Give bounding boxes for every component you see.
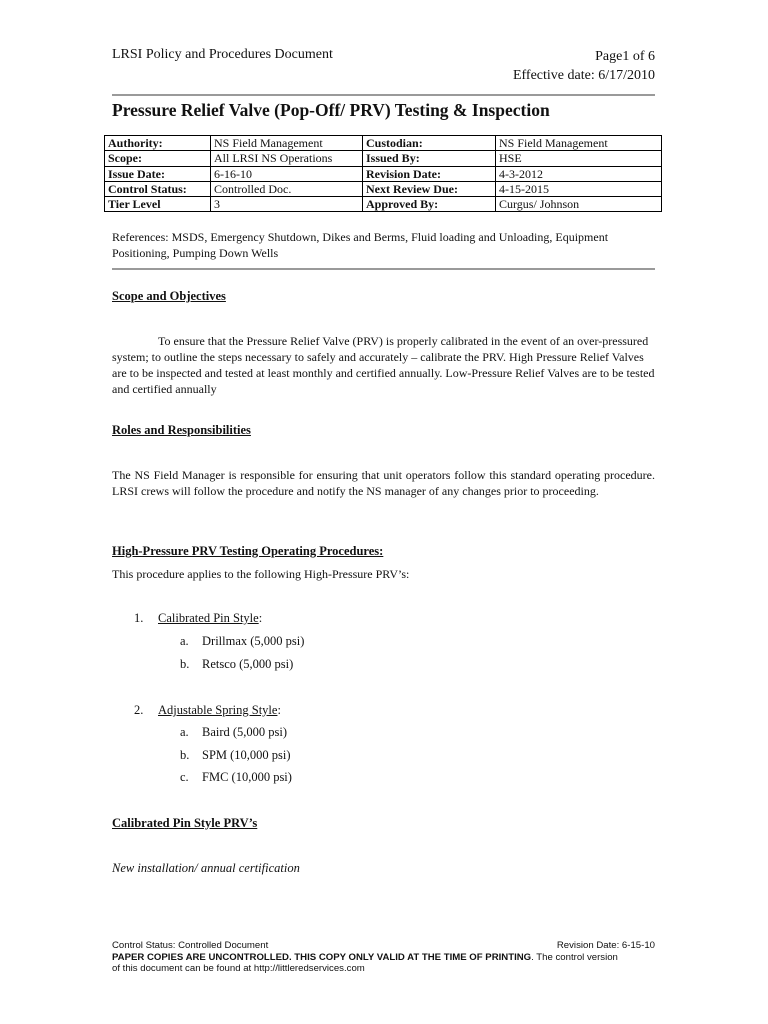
scope-heading: Scope and Objectives: [112, 289, 226, 303]
table-cell: 4-15-2015: [496, 181, 662, 196]
list-item-label: Adjustable Spring Style: [158, 703, 278, 717]
table-cell: 4-3-2012: [496, 166, 662, 181]
table-cell: 3: [211, 197, 363, 212]
table-row: [105, 181, 662, 196]
table-cell: 6-16-10: [211, 166, 363, 181]
references-divider: [112, 268, 655, 270]
calibrated-pin-heading: Calibrated Pin Style PRV’s: [112, 816, 258, 830]
table-row: [105, 151, 662, 166]
list-item: 2. Adjustable Spring Style:: [134, 703, 281, 717]
table-cell: HSE: [496, 151, 662, 166]
footer-row: [112, 940, 655, 952]
table-cell: NS Field Management: [211, 136, 363, 151]
list-subitem: b. SPM (10,000 psi): [180, 748, 291, 762]
table-row: [105, 136, 662, 151]
page-title: Pressure Relief Valve (Pop-Off/ PRV) Testing & Inspection: [112, 100, 550, 120]
references: References: MSDS, Emergency Shutdown, Dikes and Berms, Fluid loading and Unloading, Equipment Positioning, Pumping Down Wells: [112, 230, 609, 260]
table-cell: Next Review Due:: [363, 181, 496, 196]
roles-heading: Roles and Responsibilities: [112, 423, 251, 437]
page-number: Page1 of 6: [595, 49, 655, 64]
effective-date: Effective date: 6/17/2010: [512, 68, 655, 83]
table-cell: Issued By:: [363, 151, 496, 166]
list-subitem: b. Retsco (5,000 psi): [180, 657, 294, 671]
list-item: 1. Calibrated Pin Style:: [134, 611, 263, 625]
calibrated-pin-subheading: New installation/ annual certification: [112, 861, 300, 875]
list-subitem: a. Baird (5,000 psi): [180, 725, 288, 739]
list-item-label: Calibrated Pin Style: [158, 611, 259, 625]
footer-location: of this document can be found at http://littleredservices.com: [112, 963, 365, 974]
footer-warning: PAPER COPIES ARE UNCONTROLLED. THIS COPY ONLY VALID AT THE TIME OF PRINTING. The control version: [112, 951, 618, 963]
table-cell: Control Status:: [105, 181, 211, 196]
page-footer: [112, 940, 655, 975]
table-row: [105, 197, 662, 212]
table-cell: Scope:: [105, 151, 211, 166]
table-cell: Authority:: [105, 136, 211, 151]
list-subitem: c. FMC (10,000 psi): [180, 770, 292, 784]
footer-control-status: Control Status: Controlled Document: [112, 940, 269, 951]
header-right: [513, 47, 655, 85]
scope-paragraph: To ensure that the Pressure Relief Valve (PRV) is properly calibrated in the event of an over-pressured system; to outline the steps necessary to safely and accurately – calibrate the PRV. High Pressure Relief Valves are to be inspected and tested at least monthly and certified annually. Low-Pressure Relief Valves are to be tested and certified annually: [112, 334, 655, 396]
header-divider: [112, 94, 655, 96]
roles-paragraph: The NS Field Manager is responsible for ensuring that unit operators follow this standard operating procedure. LRSI crews will follow the procedure and notify the NS manager of any changes prior to proceeding.: [112, 468, 655, 498]
table-cell: Controlled Doc.: [211, 181, 363, 196]
document-control-table: [104, 135, 662, 212]
table-cell: Approved By:: [363, 197, 496, 212]
document-name: LRSI Policy and Procedures Document: [112, 47, 333, 62]
table-cell: Revision Date:: [363, 166, 496, 181]
footer-revision-date: Revision Date: 6-15-10: [556, 940, 655, 951]
hp-intro: This procedure applies to the following High-Pressure PRV’s:: [112, 567, 410, 581]
table-cell: Curgus/ Johnson: [496, 197, 662, 212]
table-cell: Custodian:: [363, 136, 496, 151]
hp-procedures-heading: High-Pressure PRV Testing Operating Procedures:: [112, 544, 384, 558]
table-row: [105, 166, 662, 181]
list-subitem: a. Drillmax (5,000 psi): [180, 634, 305, 648]
table-cell: All LRSI NS Operations: [211, 151, 363, 166]
table-cell: Issue Date:: [105, 166, 211, 181]
table-cell: Tier Level: [105, 197, 211, 212]
table-cell: NS Field Management: [496, 136, 662, 151]
